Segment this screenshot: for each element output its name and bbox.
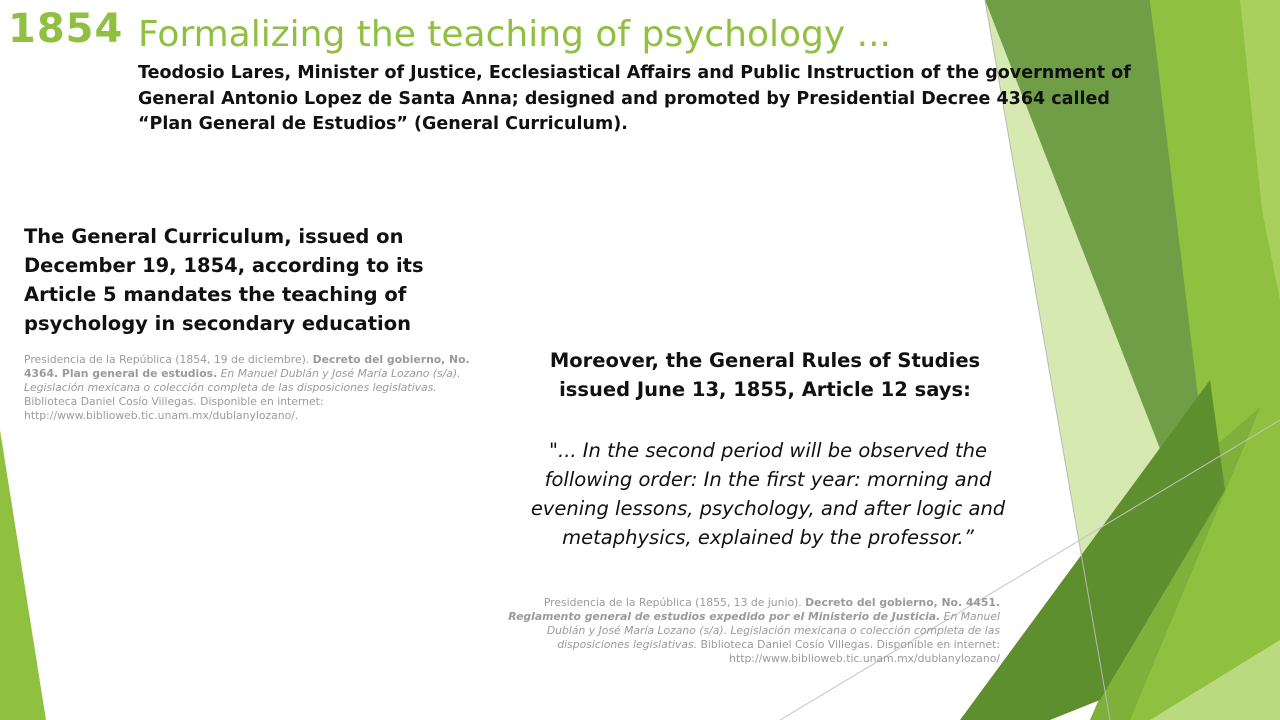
left-citation-source: En Manuel Dublán y José María Lozano (s/a). Legislación mexicana o colección completa de las disposiciones legislativas. [24,367,461,394]
left-citation-decree: Decreto del gobierno, No. 4364. Plan general de estudios. [24,353,470,380]
left-citation-author: Presidencia de la República (1854, 19 de diciembre). [24,353,313,366]
article-12-quote: "... In the second period will be observed the following order: In the first year: morning and evening lessons, psychology, and after logic and metaphysics, explained by the professor.” [530,439,1006,549]
right-citation [500,596,1000,666]
general-rules-heading: Moreover, the General Rules of Studies issued June 13, 1855, Article 12 says: [549,349,981,401]
left-citation-library: Biblioteca Daniel Cosío Villegas. Disponible en internet: http://www.biblioweb.tic.unam.mx/dublanylozano/. [24,395,324,422]
right-citation-decree: Decreto del gobierno, No. 4451. [805,596,1000,609]
year-label: 1854 [8,6,124,52]
slide-title: Formalizing the teaching of psychology ... [138,14,891,55]
right-citation-library: Biblioteca Daniel Cosío Villegas. Disponible en internet: http://www.biblioweb.tic.unam.mx/dublanylozano/ [697,638,1000,665]
right-citation-author: Presidencia de la República (1855, 13 de junio). [543,596,806,609]
general-curriculum-heading: The General Curriculum, issued on December 19, 1854, according to its Article 5 mandates the teaching of psychology in secondary education [24,225,424,335]
left-green-sliver [0,430,46,720]
right-citation-regulation: Reglamento general de estudios expedido por el Ministerio de Justicia. [508,610,941,623]
right-citation-source: En Manuel Dublán y José María Lozano (s/a). Legislación mexicana o colección completa de las disposiciones legislativas. [546,610,1000,651]
slide-subtitle: Teodosio Lares, Minister of Justice, Ecclesiastical Affairs and Public Instruction of the government of General Antonio Lopez de Santa Anna; designed and promoted by Presidential Decree 4364 called “Plan General de Estudios” (General Curriculum). [138,63,1131,134]
left-citation [24,353,474,423]
